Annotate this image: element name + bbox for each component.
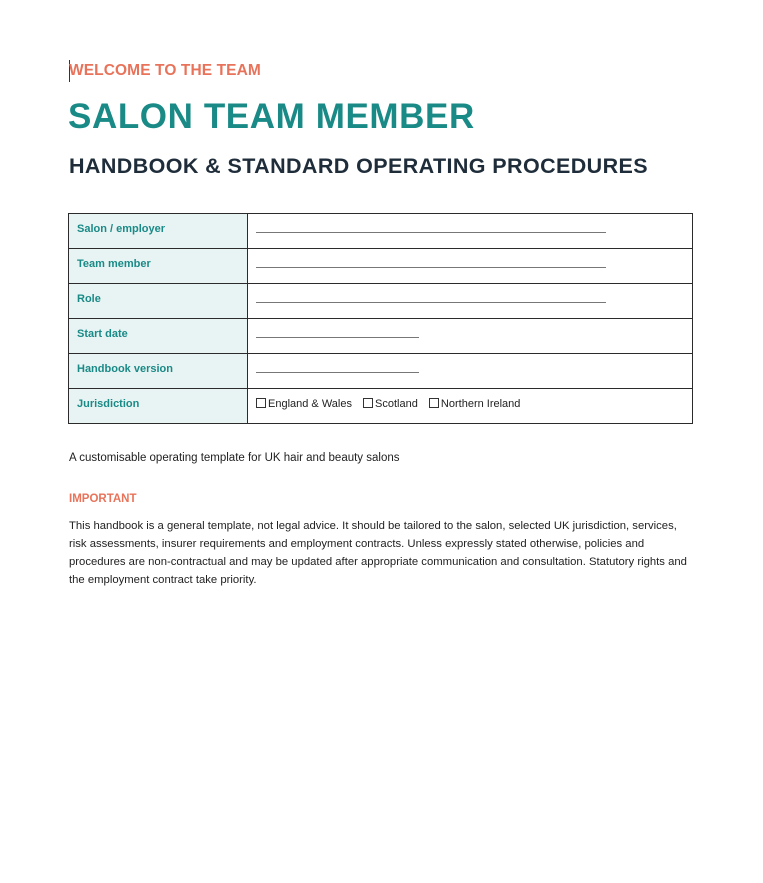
field-label-jurisdiction: Jurisdiction (69, 389, 248, 424)
fill-in-line (256, 232, 606, 233)
form-row-salon-employer (69, 214, 693, 249)
form-row-jurisdiction (69, 389, 693, 424)
fill-in-line (256, 337, 419, 338)
field-role[interactable] (248, 284, 693, 319)
welcome-kicker: WELCOME TO THE TEAM (69, 62, 261, 79)
fill-in-line (256, 302, 606, 303)
option-label: Scotland (375, 398, 418, 410)
field-label-handbook-version: Handbook version (69, 354, 248, 389)
tagline: A customisable operating template for UK hair and beauty salons (69, 452, 400, 464)
jurisdiction-options (256, 398, 528, 410)
jurisdiction-option-northern-ireland[interactable] (429, 398, 521, 410)
field-label-role: Role (69, 284, 248, 319)
form-row-role (69, 284, 693, 319)
form-row-handbook-version (69, 354, 693, 389)
field-label-salon-employer: Salon / employer (69, 214, 248, 249)
important-heading: IMPORTANT (69, 493, 137, 505)
form-row-team-member (69, 249, 693, 284)
field-jurisdiction (248, 389, 693, 424)
fill-in-line (256, 372, 419, 373)
field-team-member[interactable] (248, 249, 693, 284)
checkbox-icon[interactable] (363, 398, 373, 408)
field-label-start-date: Start date (69, 319, 248, 354)
option-label: Northern Ireland (440, 398, 521, 410)
field-salon-employer[interactable] (248, 214, 693, 249)
page-subtitle: HANDBOOK & STANDARD OPERATING PROCEDURES (69, 154, 648, 178)
details-form-table (68, 213, 693, 424)
option-label: England & Wales (268, 398, 352, 410)
page-title: SALON TEAM MEMBER (68, 97, 475, 136)
field-start-date[interactable] (248, 319, 693, 354)
jurisdiction-option-scotland[interactable] (363, 398, 418, 410)
fill-in-line (256, 267, 606, 268)
checkbox-icon[interactable] (256, 398, 266, 408)
important-body: This handbook is a general template, not legal advice. It should be tailored to the salon, selected UK jurisdiction, services, risk assessments, insurer requirements and employment contracts. Unless expressly stated otherwise, policies and procedures are non-contractual and may be updated after appropriate communication and consultation. Statutory rights and the employment contract take priority. (69, 520, 687, 586)
field-handbook-version[interactable] (248, 354, 693, 389)
jurisdiction-option-england-wales[interactable] (256, 398, 352, 410)
field-label-team-member: Team member (69, 249, 248, 284)
form-row-start-date (69, 319, 693, 354)
checkbox-icon[interactable] (429, 398, 439, 408)
